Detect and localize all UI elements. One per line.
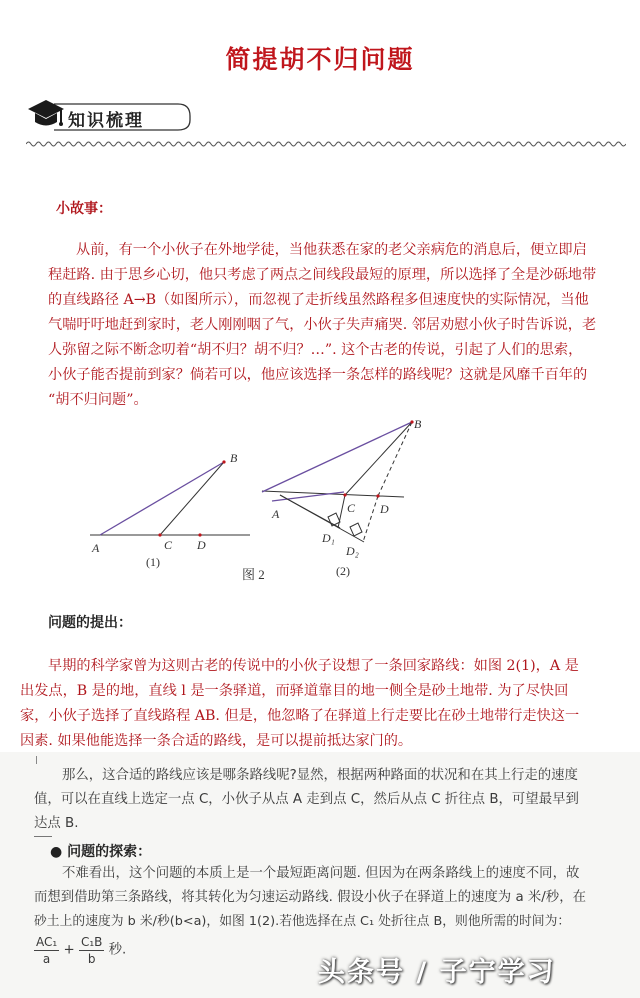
fig2-segment-CB: [345, 422, 412, 495]
story-line: 人弥留之际不断念叨着“胡不归？胡不归？…”. 这个古老的传说，引起了人们的思索，: [48, 342, 583, 358]
fig2-label: (2): [336, 564, 350, 578]
fig1-segment-CB: [160, 462, 224, 535]
story-line: 的直线路径 A→B（如图所示），而忽视了走折线虽然路程多但速度快的实际情况，当他: [48, 292, 589, 308]
scan-explore-line: 砂土上的速度为 b 米/秒(b<a)，如图 1(2).若他选择在点 C₁ 处折往点 B，则他所需的时间为：: [34, 914, 571, 929]
formula-unit: 秒.: [108, 942, 127, 958]
fig1-segment-AB: [100, 462, 224, 535]
scan-intro-paragraph: [34, 764, 624, 836]
story-label: 小故事：: [56, 201, 112, 217]
fig2-point-A: A: [272, 507, 280, 521]
scan-intro-line: 达点 B.: [34, 816, 79, 831]
scan-explore-line: 而想到借助第三条路线，将其转化为匀速运动路线. 假设小伙子在驿道上的速度为 a 米/秒，在: [34, 890, 586, 905]
page-title: 简提胡不归问题: [225, 45, 415, 74]
fig1-label: (1): [146, 555, 160, 569]
story-line: 小伙子能否提前到家？倘若可以，他应该选择一条怎样的路线呢？这就是风靡千百年的: [48, 367, 588, 383]
problem-line: 出发点，B 是的地，直线 l 是一条驿道，而驿道靠目的地一侧全是砂土地带. 为了尽快回: [20, 683, 569, 699]
formula-den2: b: [87, 952, 96, 966]
section-label: 知识梳理: [68, 111, 144, 131]
problem-paragraph: [20, 654, 630, 754]
fig2-point-D: D: [380, 502, 389, 516]
formula-num1: AC₁: [36, 935, 58, 949]
problem-line: 家，小伙子选择了直线路程 AB. 但是，他忽略了在驿道上行走要比在砂土地带行走快这一: [20, 708, 580, 724]
fig2-point-D1: D₁: [322, 531, 335, 545]
fig1-point-D: D: [197, 538, 206, 552]
scan-explore-paragraph: [34, 862, 630, 934]
story-line: 气喘吁吁地赶到家时，老人刚刚咽了气，小伙子失声痛哭. 邻居劝慰小伙子时告诉说，老: [48, 317, 597, 333]
problem-line: 因素. 如果他能选择一条合适的路线，是可以提前抵达家门的。: [20, 733, 413, 749]
formula-num2: C₁B: [80, 935, 103, 949]
story-line: 从前，有一个小伙子在外地学徒，当他获悉在家的老父亲病危的消息后，便立即启: [76, 242, 587, 258]
scan-intro-line: 值，可以在直线上选定一点 C，小伙子从点 A 走到点 C，然后从点 C 折往点 B，可望最早到: [34, 792, 579, 807]
fig2-point-C: C: [347, 501, 356, 515]
graduation-cap-icon: [26, 96, 66, 136]
watermark: 头条号 / 子宁学习: [318, 957, 556, 988]
explore-label: ● 问题的探索：: [50, 844, 152, 860]
problem-line: 早期的科学家曾为这则古老的传说中的小伙子设想了一条回家路线：如图 2(1)，A 是: [48, 658, 579, 674]
fig1-point-A: A: [92, 541, 100, 555]
story-line: “胡不归问题”。: [48, 392, 148, 408]
formula-den1: a: [42, 952, 51, 966]
fig2-point-B: B: [414, 417, 422, 431]
story-line: 程赶路. 由于思乡心切，他只考虑了两点之间线段最短的原理，所以选择了全是沙砾地带: [48, 267, 597, 283]
story-paragraph: [48, 238, 628, 413]
fig2-segment-AB: [262, 422, 412, 492]
time-formula: $\frac{\text{AC₁}}{a}$ + $\frac{\text{C₁B}}{b}$ 秒.: [36, 935, 127, 966]
geometry-figure: [0, 410, 640, 590]
fig2-point-D2: D₂: [346, 544, 359, 558]
fig1-point-C: C: [164, 538, 173, 552]
figure-caption: 图 2: [242, 567, 265, 582]
scan-intro-line: 那么，这合适的路线应该是哪条路线呢?显然，根据两种路面的状况和在其上行走的速度: [62, 768, 578, 783]
fig2-segment-DB: [378, 422, 412, 496]
fig1-point-B: B: [230, 451, 238, 465]
problem-label: 问题的提出：: [48, 615, 132, 631]
scan-explore-line: 不难看出，这个问题的本质上是一个最短距离问题. 但因为在两条路线上的速度不同，故: [62, 866, 580, 881]
